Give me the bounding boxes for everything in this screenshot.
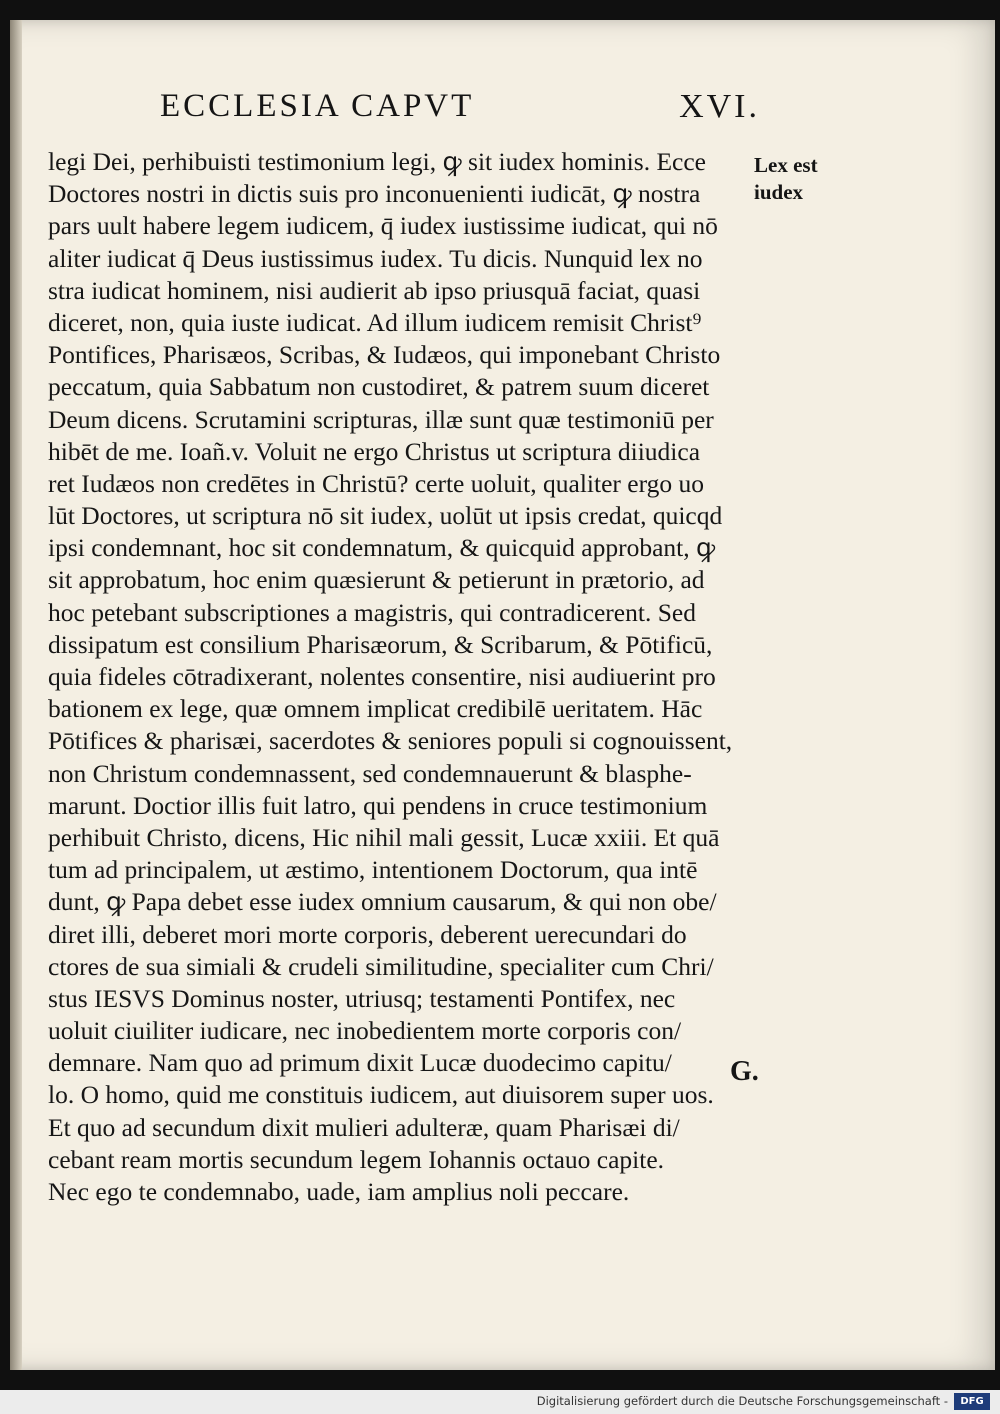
text-line: Deum dicens. Scrutamini scripturas, illæ sunt quæ testimoniū per: [48, 404, 714, 434]
text-line: non Christum condemnassent, sed condemnauerunt & blasphe-: [48, 758, 692, 788]
text-line: bationem ex lege, quæ omnem implicat credibilē ueritatem. Hāc: [48, 694, 703, 724]
marginal-note-line: Lex est: [754, 153, 818, 177]
text-line: lo. O homo, quid me constituis iudicem, aut diuisorem super uos.: [48, 1080, 714, 1110]
text-line: Doctores nostri in dictis suis pro inconuenienti iudicāt, ꝙ nostra: [48, 179, 701, 209]
running-head: [160, 88, 760, 136]
text-line: sit approbatum, hoc enim quæsierunt & petierunt in prætorio, ad: [48, 565, 705, 595]
text-line: Nec ego te condemnabo, uade, iam amplius noli peccare.: [48, 1177, 630, 1206]
text-line: hibēt de me. Ioañ.v. Voluit ne ergo Christus ut scriptura diiudica: [48, 436, 701, 466]
text-line: diceret, non, quia iuste iudicat. Ad illum iudicem remisit Christ⁹: [48, 307, 702, 337]
body-text: [48, 146, 748, 1208]
text-line: Pontifices, Pharisæos, Scribas, & Iudæos, qui imponebant Christo: [48, 340, 721, 370]
text-line: diret illi, deberet mori morte corporis, deberent uerecundari do: [48, 919, 687, 949]
book-page: [10, 20, 995, 1370]
text-line: legi Dei, perhibuisti testimonium legi, ꝙ sit iudex hominis. Ecce: [48, 147, 706, 176]
folio-number: XVI.: [679, 88, 760, 125]
text-line: pars uult habere legem iudicem, q̄ iudex iustissime iudicat, qui nō: [48, 211, 718, 241]
text-line: uoluit ciuiliter iudicare, nec inobedientem morte corporis con/: [48, 1016, 682, 1046]
text-line: aliter iudicat q̄ Deus iustissimus iudex. Tu dicis. Nunquid lex no: [48, 243, 703, 273]
text-line: hoc petebant subscriptiones a magistris, qui contradicerent. Sed: [48, 597, 696, 627]
text-line: marunt. Doctior illis fuit latro, qui pendens in cruce testimonium: [48, 790, 708, 820]
marginal-note-line: iudex: [754, 180, 804, 204]
digitization-footer: [0, 1390, 1000, 1414]
text-line: Et quo ad secundum dixit mulieri adulteræ, quam Pharisæi di/: [48, 1112, 680, 1142]
text-line: quia fideles cōtradixerant, nolentes consentire, nisi audiuerint pro: [48, 662, 716, 691]
text-line: cebant ream mortis secundum legem Iohannis octauo capite.: [48, 1144, 665, 1174]
text-line: ipsi condemnant, hoc sit condemnatum, & quicquid approbant, ꝙ: [48, 533, 716, 563]
text-line: stra iudicat hominem, nisi audierit ab ipso priusquā faciat, quasi: [48, 275, 701, 305]
text-line: peccatum, quia Sabbatum non custodiret, & patrem suum diceret: [48, 372, 710, 402]
marginal-note: [754, 152, 834, 206]
text-line: lūt Doctores, ut scriptura nō sit iudex, uolūt ut ipsis credat, quicqd: [48, 501, 723, 531]
text-line: tum ad principalem, ut æstimo, intentionem Doctorum, qua intē: [48, 855, 698, 885]
text-line: demnare. Nam quo ad primum dixit Lucæ duodecimo capitu/: [48, 1048, 672, 1078]
text-line: Pōtifices & pharisæi, sacerdotes & seniores populi si cognouissent,: [48, 726, 733, 756]
text-line: perhibuit Christo, dicens, Hic nihil mali gessit, Lucæ xxiii. Et quā: [48, 822, 720, 852]
running-title: ECCLESIA CAPVT: [160, 88, 475, 124]
funding-credit: Digitalisierung gefördert durch die Deutsche Forschungsgemeinschaft -: [536, 1394, 948, 1408]
text-line: ret Iudæos non credētes in Christū? certe uoluit, qualiter ergo uo: [48, 468, 704, 498]
signature-mark: G.: [730, 1056, 759, 1087]
text-line: dunt, ꝙ Papa debet esse iudex omnium causarum, & qui non obe/: [48, 887, 717, 917]
text-line: ctores de sua simiali & crudeli similitudine, specialiter cum Chri/: [48, 951, 714, 981]
dfg-logo-icon: DFG: [954, 1393, 990, 1410]
text-line: stus IESVS Dominus noster, utriusq; testamenti Pontifex, nec: [48, 983, 676, 1013]
page-gutter: [10, 20, 22, 1370]
text-line: dissipatum est consilium Pharisæorum, & Scribarum, & Pōtificū,: [48, 629, 713, 659]
